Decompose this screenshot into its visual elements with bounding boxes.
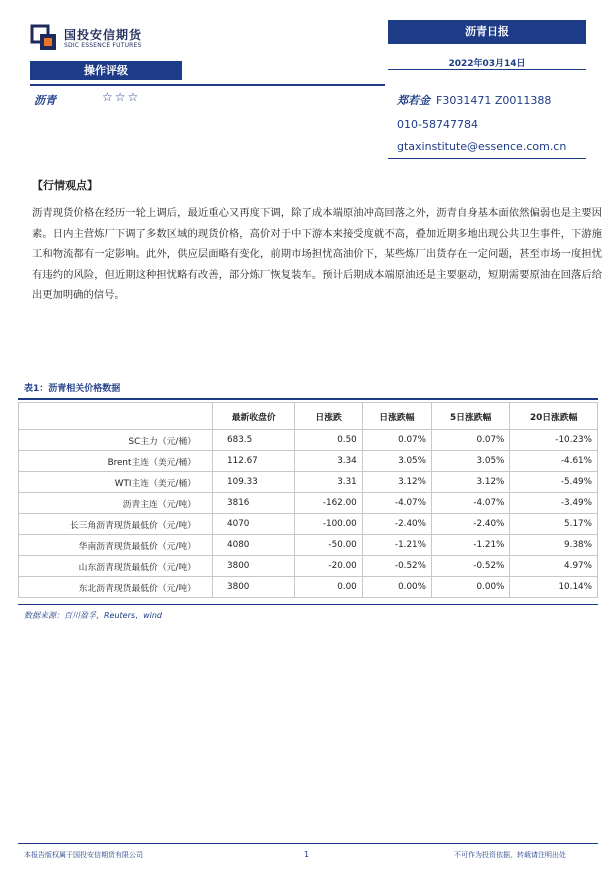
table-cell: 0.07% xyxy=(362,430,431,451)
row-label: Brent主连（美元/桶） xyxy=(19,451,213,472)
table-row xyxy=(19,556,598,577)
divider xyxy=(18,398,598,400)
table-cell: -10.23% xyxy=(510,430,598,451)
table-header-cell: 最新收盘价 xyxy=(213,403,295,430)
table-cell: 4070 xyxy=(213,514,295,535)
table-cell: -50.00 xyxy=(295,535,362,556)
table-header-cell: 日涨跌 xyxy=(295,403,362,430)
table-row xyxy=(19,514,598,535)
rating-stars: ☆☆☆ xyxy=(102,90,141,104)
page-number: 1 xyxy=(304,850,310,859)
row-label: 华南沥青现货最低价（元/吨） xyxy=(19,535,213,556)
company-name-en: SDIC ESSENCE FUTURES xyxy=(64,42,142,49)
row-label: 长三角沥青现货最低价（元/吨） xyxy=(19,514,213,535)
table-header-cell xyxy=(19,403,213,430)
table-cell: -20.00 xyxy=(295,556,362,577)
table-cell: -4.07% xyxy=(432,493,510,514)
table-cell: 3800 xyxy=(213,577,295,598)
table-cell: 3.05% xyxy=(362,451,431,472)
table-cell: 3816 xyxy=(213,493,295,514)
table-row xyxy=(19,577,598,598)
table-cell: -1.21% xyxy=(362,535,431,556)
analyst-phone: 010-58747784 xyxy=(397,118,478,131)
market-view-text: 沥青现货价格在经历一轮上调后，最近重心又再度下调，除了成本端原油冲高回落之外，沥青自身基本面依然偏弱也是主要因素。日内主营炼厂下调了多数区域的现货价格，高价对于中下游本来接受度就不高，叠加近期多地出现公共卫生事件，下游施工和物流都有一定影响。此外，供应层面略有变化，前期市场担忧高油价下，某些炼厂出货存在一定问题，甚至市场一度担忧有违约的风险，但近期这种担忧略有改善，部分炼厂恢复装车。预计后期成本端原油还是主要驱动，短期需要原油在回落后给出更加明确的信号。 xyxy=(32,207,602,301)
price-table xyxy=(18,402,598,598)
table-cell: 10.14% xyxy=(510,577,598,598)
analyst-email[interactable]: gtaxinstitute@essence.com.cn xyxy=(397,140,567,153)
table-cell: 3.12% xyxy=(362,472,431,493)
analyst-info xyxy=(397,92,551,108)
table-row xyxy=(19,493,598,514)
footer-copyright: 本报告版权属于国投安信期货有限公司 xyxy=(24,851,143,859)
table-cell: 683.5 xyxy=(213,430,295,451)
table-cell: 109.33 xyxy=(213,472,295,493)
table-cell: 0.00% xyxy=(432,577,510,598)
commodity-name: 沥青 xyxy=(34,94,56,107)
table-cell: -4.61% xyxy=(510,451,598,472)
table-header-cell: 日涨跌幅 xyxy=(362,403,431,430)
table-cell: 0.00% xyxy=(362,577,431,598)
divider xyxy=(388,69,586,70)
table-cell: 112.67 xyxy=(213,451,295,472)
table-cell: 0.07% xyxy=(432,430,510,451)
table-cell: 4080 xyxy=(213,535,295,556)
data-source: 数据来源：百川盈孚，Reuters，wind xyxy=(24,611,162,620)
report-date: 2022年03月14日 xyxy=(448,59,526,69)
table-cell: -162.00 xyxy=(295,493,362,514)
table-cell: -4.07% xyxy=(362,493,431,514)
table-row xyxy=(19,535,598,556)
table-cell: -5.49% xyxy=(510,472,598,493)
table-cell: -1.21% xyxy=(432,535,510,556)
table-row xyxy=(19,451,598,472)
table-row xyxy=(19,430,598,451)
table-cell: 3.05% xyxy=(432,451,510,472)
table-cell: 3800 xyxy=(213,556,295,577)
divider xyxy=(388,158,586,159)
table-header-row xyxy=(19,403,598,430)
table-header-cell: 5日涨跌幅 xyxy=(432,403,510,430)
table-cell: -3.49% xyxy=(510,493,598,514)
table-cell: 3.12% xyxy=(432,472,510,493)
table-cell: 9.38% xyxy=(510,535,598,556)
divider xyxy=(18,843,598,844)
table-cell: 5.17% xyxy=(510,514,598,535)
table-cell: -2.40% xyxy=(432,514,510,535)
row-label: 山东沥青现货最低价（元/吨） xyxy=(19,556,213,577)
table-caption: 表1：沥青相关价格数据 xyxy=(24,384,121,394)
table-cell: -100.00 xyxy=(295,514,362,535)
row-label: WTI主连（美元/桶） xyxy=(19,472,213,493)
table-cell: 0.50 xyxy=(295,430,362,451)
company-name-cn: 国投安信期货 xyxy=(64,28,143,42)
row-label: 沥青主连（元/吨） xyxy=(19,493,213,514)
table-row xyxy=(19,472,598,493)
table-cell: 3.34 xyxy=(295,451,362,472)
table-cell: -0.52% xyxy=(362,556,431,577)
report-type-badge: 沥青日报 xyxy=(388,20,586,44)
divider xyxy=(18,604,598,605)
company-logo-icon xyxy=(30,24,58,52)
table-cell: 0.00 xyxy=(295,577,362,598)
divider xyxy=(30,84,385,86)
table-cell: -2.40% xyxy=(362,514,431,535)
table-cell: 3.31 xyxy=(295,472,362,493)
row-label: 东北沥青现货最低价（元/吨） xyxy=(19,577,213,598)
row-label: SC主力（元/桶） xyxy=(19,430,213,451)
analyst-license: F3031471 Z0011388 xyxy=(436,94,552,107)
company-logo xyxy=(30,22,170,56)
analyst-name: 郑若金 xyxy=(397,94,430,107)
section-label: 操作评级 xyxy=(30,61,182,80)
section-title: 【行情观点】 xyxy=(32,179,98,192)
table-header-cell: 20日涨跌幅 xyxy=(510,403,598,430)
table-cell: 4.97% xyxy=(510,556,598,577)
footer-disclaimer: 不可作为投资依据，转载请注明出处 xyxy=(454,851,566,859)
table-cell: -0.52% xyxy=(432,556,510,577)
